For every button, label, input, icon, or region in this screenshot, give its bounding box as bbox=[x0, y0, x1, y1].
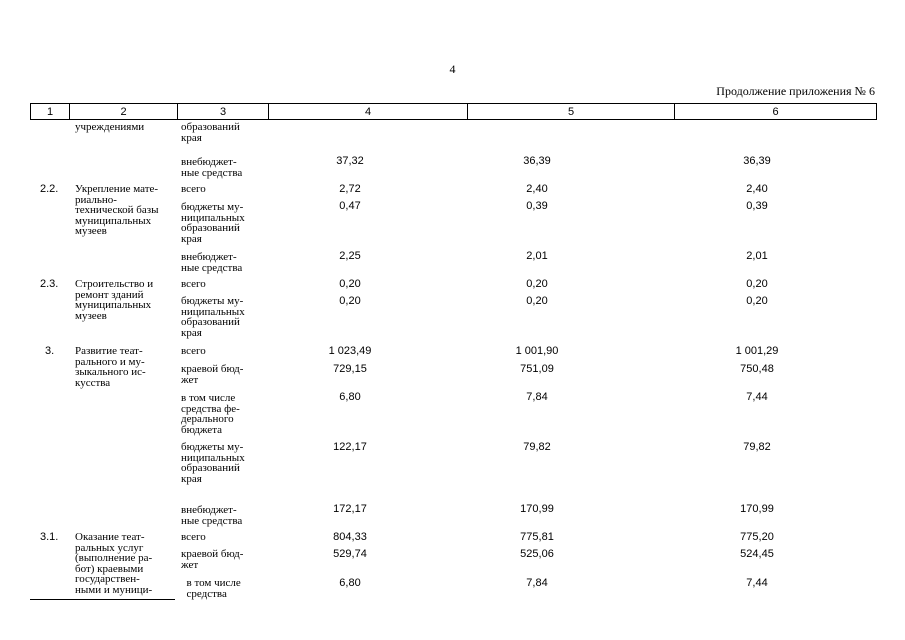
value-col6: 2,40 bbox=[746, 183, 768, 195]
column-header-5: 5 bbox=[468, 104, 675, 120]
row-name: Развитие теат- рального и му- зыкального ис- кусства bbox=[75, 345, 146, 389]
value-col6: 36,39 bbox=[743, 155, 771, 167]
row-name: Оказание теат- ральных услуг (выполнение ра- бот) краевыми государствен- ными и муници- bbox=[75, 531, 153, 596]
value-col6: 7,44 bbox=[746, 391, 768, 403]
row-source: всего bbox=[181, 183, 206, 195]
value-col6: 0,39 bbox=[746, 200, 768, 212]
column-header-1: 1 bbox=[31, 104, 70, 120]
row-source: всего bbox=[181, 345, 206, 357]
value-col5: 2,01 bbox=[526, 250, 548, 262]
value-col4: 0,20 bbox=[339, 278, 361, 290]
row-source: в том числе средства фе- дерального бюджета bbox=[181, 392, 240, 436]
value-col6: 2,01 bbox=[746, 250, 768, 262]
value-col4: 0,20 bbox=[339, 295, 361, 307]
value-col4: 729,15 bbox=[333, 363, 367, 375]
value-col5: 0,20 bbox=[526, 295, 548, 307]
row-source: внебюджет- ные средства bbox=[181, 251, 243, 274]
value-col5: 751,09 bbox=[520, 363, 554, 375]
value-col6: 750,48 bbox=[740, 363, 774, 375]
row-source: бюджеты му- ниципальных образований края bbox=[181, 441, 245, 485]
row-source: всего bbox=[181, 531, 206, 543]
row-name: Укрепление мате- риально- технической базы муниципальных музеев bbox=[75, 183, 159, 237]
value-col4: 2,25 bbox=[339, 250, 361, 262]
row-number: 3.1. bbox=[40, 531, 59, 543]
row-source: краевой бюд- жет bbox=[181, 548, 244, 571]
value-col4: 37,32 bbox=[336, 155, 364, 167]
value-col5: 2,40 bbox=[526, 183, 548, 195]
value-col5: 1 001,90 bbox=[515, 345, 559, 357]
value-col4: 804,33 bbox=[333, 531, 367, 543]
row-source: образований края bbox=[181, 121, 240, 144]
value-col4: 529,74 bbox=[333, 548, 367, 560]
page-number: 4 bbox=[449, 62, 456, 76]
value-col4: 2,72 bbox=[339, 183, 361, 195]
row-source: в том числе средства bbox=[186, 577, 241, 600]
value-col6: 79,82 bbox=[743, 441, 771, 453]
value-col4: 6,80 bbox=[339, 577, 361, 589]
column-header-6: 6 bbox=[675, 104, 877, 120]
row-source: бюджеты му- ниципальных образований края bbox=[181, 201, 245, 245]
value-col5: 7,84 bbox=[526, 391, 548, 403]
value-col5: 775,81 bbox=[520, 531, 554, 543]
value-col6: 1 001,29 bbox=[735, 345, 779, 357]
row-source: внебюджет- ные средства bbox=[181, 504, 243, 527]
value-col6: 775,20 bbox=[740, 531, 774, 543]
column-header-3: 3 bbox=[178, 104, 269, 120]
value-col5: 79,82 bbox=[523, 441, 551, 453]
value-col4: 122,17 bbox=[333, 441, 367, 453]
row-number: 2.2. bbox=[40, 183, 59, 195]
footnote-rule bbox=[30, 599, 175, 600]
row-source: бюджеты му- ниципальных образований края bbox=[181, 295, 245, 339]
value-col4: 172,17 bbox=[333, 503, 367, 515]
column-header-2: 2 bbox=[70, 104, 178, 120]
value-col4: 1 023,49 bbox=[328, 345, 372, 357]
value-col6: 170,99 bbox=[740, 503, 774, 515]
column-header-4: 4 bbox=[269, 104, 468, 120]
value-col5: 36,39 bbox=[523, 155, 551, 167]
row-source: всего bbox=[181, 278, 206, 290]
value-col5: 0,39 bbox=[526, 200, 548, 212]
value-col6: 0,20 bbox=[746, 295, 768, 307]
value-col6: 7,44 bbox=[746, 577, 768, 589]
row-source: внебюджет- ные средства bbox=[181, 156, 243, 179]
value-col6: 524,45 bbox=[740, 548, 774, 560]
value-col5: 7,84 bbox=[526, 577, 548, 589]
value-col5: 525,06 bbox=[520, 548, 554, 560]
value-col6: 0,20 bbox=[746, 278, 768, 290]
value-col5: 170,99 bbox=[520, 503, 554, 515]
row-number: 3. bbox=[45, 345, 55, 357]
row-name: учреждениями bbox=[75, 121, 145, 133]
value-col4: 0,47 bbox=[339, 200, 361, 212]
row-number: 2.3. bbox=[40, 278, 59, 290]
row-name: Строительство и ремонт зданий муниципальных музеев bbox=[75, 278, 154, 322]
row-source: краевой бюд- жет bbox=[181, 363, 244, 386]
continuation-caption: Продолжение приложения № 6 bbox=[716, 84, 875, 98]
value-col5: 0,20 bbox=[526, 278, 548, 290]
value-col4: 6,80 bbox=[339, 391, 361, 403]
